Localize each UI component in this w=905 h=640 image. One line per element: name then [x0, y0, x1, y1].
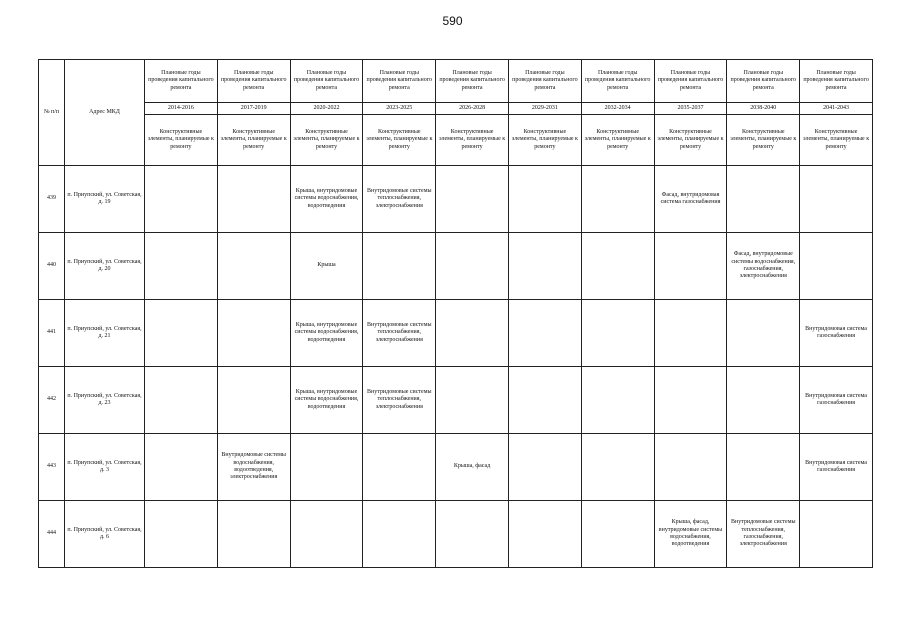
- repair-elements-cell: [436, 300, 509, 367]
- repair-elements-cell: [508, 501, 581, 568]
- repair-elements-cell: [290, 501, 363, 568]
- row-address: п. Приупский, ул. Советская, д. 6: [65, 501, 145, 568]
- repair-elements-cell: [581, 501, 654, 568]
- year-range: 2038-2040: [727, 103, 800, 115]
- repair-elements-cell: Крыша, фасад, внутридомовые системы водоснабжения, водоотведения: [654, 501, 727, 568]
- year-range: 2041-2043: [800, 103, 873, 115]
- repair-elements-cell: [436, 501, 509, 568]
- year-range: 2017-2019: [217, 103, 290, 115]
- repair-elements-cell: [508, 300, 581, 367]
- row-number: 439: [39, 166, 65, 233]
- table-row: [39, 300, 873, 367]
- repair-elements-cell: Внутридомовые системы теплоснабжения, газоснабжения, электроснабжения: [727, 501, 800, 568]
- header-row-years: [39, 103, 873, 115]
- header-row-elements: [39, 115, 873, 166]
- row-number: 443: [39, 434, 65, 501]
- repair-elements-cell: [363, 434, 436, 501]
- capital-repair-table: [38, 59, 873, 568]
- repair-elements-cell: [145, 434, 218, 501]
- row-address: п. Приупский, ул. Советская, д. 19: [65, 166, 145, 233]
- repair-elements-cell: Фасад, внутридомовые системы водоснабжения, газоснабжения, электроснабжения: [727, 233, 800, 300]
- row-number: 440: [39, 233, 65, 300]
- repair-elements-cell: [290, 434, 363, 501]
- repair-elements-cell: Крыша, внутридомовые системы водоснабжения, водоотведения: [290, 367, 363, 434]
- repair-elements-cell: [217, 501, 290, 568]
- repair-elements-cell: [581, 367, 654, 434]
- row-address: п. Приупский, ул. Советская, д. 23: [65, 367, 145, 434]
- repair-elements-cell: [508, 367, 581, 434]
- repair-elements-cell: [727, 367, 800, 434]
- repair-elements-cell: Внутридомовые системы теплоснабжения, электроснабжения: [363, 166, 436, 233]
- repair-elements-cell: [727, 166, 800, 233]
- repair-elements-cell: Внутридомовая система газоснабжения: [800, 300, 873, 367]
- repair-elements-cell: [436, 233, 509, 300]
- repair-elements-cell: [508, 233, 581, 300]
- repair-elements-cell: [654, 434, 727, 501]
- elements-label: Конструктивные элементы, планируемые к ремонту: [800, 115, 873, 166]
- table-row: [39, 434, 873, 501]
- repair-elements-cell: [145, 300, 218, 367]
- elements-label: Конструктивные элементы, планируемые к ремонту: [217, 115, 290, 166]
- year-range: 2026-2028: [436, 103, 509, 115]
- period-title: Плановые годы проведения капитального ремонта: [290, 60, 363, 103]
- elements-label: Конструктивные элементы, планируемые к ремонту: [436, 115, 509, 166]
- table-body: [39, 166, 873, 568]
- year-range: 2029-2031: [508, 103, 581, 115]
- repair-elements-cell: [145, 367, 218, 434]
- elements-label: Конструктивные элементы, планируемые к ремонту: [290, 115, 363, 166]
- period-title: Плановые годы проведения капитального ремонта: [727, 60, 800, 103]
- repair-elements-cell: [581, 233, 654, 300]
- row-address: п. Приупский, ул. Советская, д. 20: [65, 233, 145, 300]
- repair-elements-cell: Внутридомовые системы водоснабжения, водоотведения, электроснабжения: [217, 434, 290, 501]
- repair-elements-cell: [217, 233, 290, 300]
- repair-elements-cell: Крыша, внутридомовые системы водоснабжения, водоотведения: [290, 166, 363, 233]
- table-row: [39, 166, 873, 233]
- repair-elements-cell: [654, 300, 727, 367]
- repair-elements-cell: Крыша, фасад: [436, 434, 509, 501]
- repair-elements-cell: [581, 300, 654, 367]
- elements-label: Конструктивные элементы, планируемые к ремонту: [727, 115, 800, 166]
- row-number: 444: [39, 501, 65, 568]
- period-title: Плановые годы проведения капитального ремонта: [363, 60, 436, 103]
- repair-elements-cell: Крыша, внутридомовые системы водоснабжения, водоотведения: [290, 300, 363, 367]
- repair-elements-cell: [145, 166, 218, 233]
- repair-elements-cell: Крыша: [290, 233, 363, 300]
- repair-elements-cell: [508, 166, 581, 233]
- period-title: Плановые годы проведения капитального ремонта: [436, 60, 509, 103]
- repair-elements-cell: [436, 166, 509, 233]
- period-title: Плановые годы проведения капитального ремонта: [581, 60, 654, 103]
- repair-elements-cell: [654, 233, 727, 300]
- repair-elements-cell: [145, 501, 218, 568]
- repair-elements-cell: Фасад, внутридомовая система газоснабжения: [654, 166, 727, 233]
- table-row: [39, 233, 873, 300]
- repair-elements-cell: Внутридомовые системы теплоснабжения, электроснабжения: [363, 367, 436, 434]
- repair-elements-cell: [217, 166, 290, 233]
- period-title: Плановые годы проведения капитального ремонта: [145, 60, 218, 103]
- table-row: [39, 501, 873, 568]
- table-row: [39, 367, 873, 434]
- year-range: 2035-2037: [654, 103, 727, 115]
- year-range: 2014-2016: [145, 103, 218, 115]
- number-column-header: № п/п: [39, 60, 65, 166]
- address-column-header: Адрес МКД: [65, 60, 145, 166]
- elements-label: Конструктивные элементы, планируемые к ремонту: [508, 115, 581, 166]
- elements-label: Конструктивные элементы, планируемые к ремонту: [145, 115, 218, 166]
- repair-elements-cell: Внутридомовая система газоснабжения: [800, 434, 873, 501]
- row-number: 441: [39, 300, 65, 367]
- elements-label: Конструктивные элементы, планируемые к ремонту: [654, 115, 727, 166]
- repair-elements-cell: [727, 434, 800, 501]
- repair-elements-cell: [581, 434, 654, 501]
- repair-elements-cell: [436, 367, 509, 434]
- repair-elements-cell: [800, 166, 873, 233]
- page-number: 590: [442, 14, 463, 28]
- repair-elements-cell: [654, 367, 727, 434]
- repair-elements-cell: [508, 434, 581, 501]
- period-title: Плановые годы проведения капитального ремонта: [654, 60, 727, 103]
- elements-label: Конструктивные элементы, планируемые к ремонту: [581, 115, 654, 166]
- period-title: Плановые годы проведения капитального ремонта: [217, 60, 290, 103]
- year-range: 2020-2022: [290, 103, 363, 115]
- repair-elements-cell: Внутридомовая система газоснабжения: [800, 367, 873, 434]
- year-range: 2023-2025: [363, 103, 436, 115]
- repair-elements-cell: Внутридомовые системы теплоснабжения, электроснабжения: [363, 300, 436, 367]
- repair-elements-cell: [363, 501, 436, 568]
- repair-elements-cell: [217, 300, 290, 367]
- elements-label: Конструктивные элементы, планируемые к ремонту: [363, 115, 436, 166]
- period-title: Плановые годы проведения капитального ремонта: [508, 60, 581, 103]
- repair-elements-cell: [800, 233, 873, 300]
- repair-elements-cell: [581, 166, 654, 233]
- repair-elements-cell: [217, 367, 290, 434]
- row-number: 442: [39, 367, 65, 434]
- year-range: 2032-2034: [581, 103, 654, 115]
- repair-elements-cell: [363, 233, 436, 300]
- row-address: п. Приупский, ул. Советская, д. 3: [65, 434, 145, 501]
- repair-elements-cell: [800, 501, 873, 568]
- row-address: п. Приупский, ул. Советская, д. 21: [65, 300, 145, 367]
- period-title: Плановые годы проведения капитального ремонта: [800, 60, 873, 103]
- repair-elements-cell: [727, 300, 800, 367]
- repair-elements-cell: [145, 233, 218, 300]
- header-row-periods: [39, 60, 873, 103]
